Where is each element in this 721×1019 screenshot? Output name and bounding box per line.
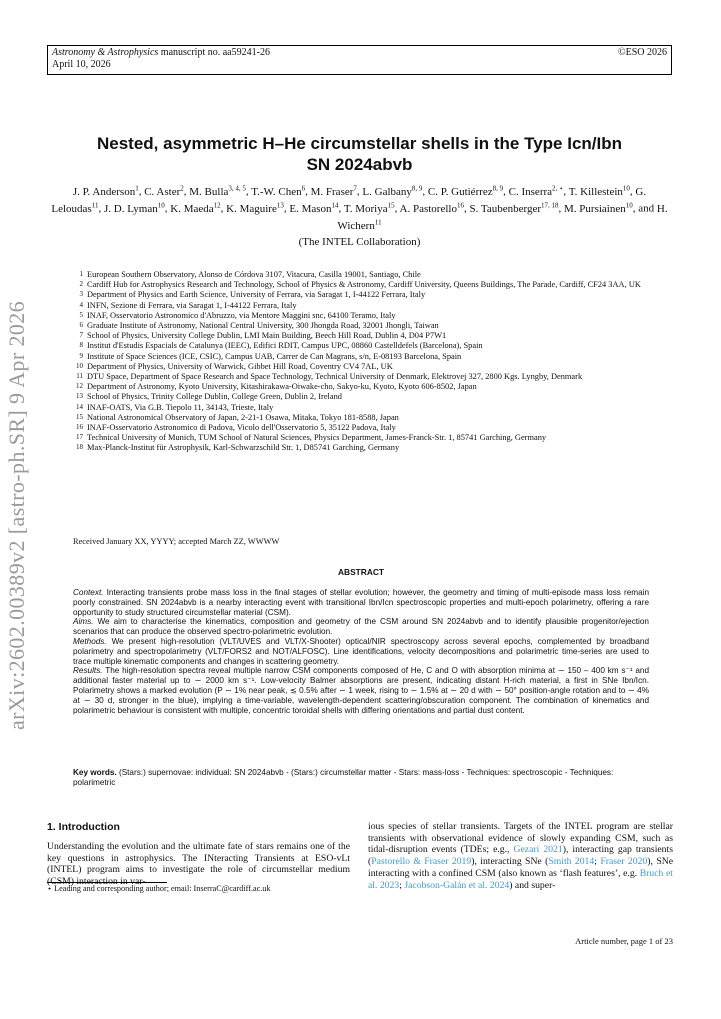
affiliation-number: 18 (76, 443, 83, 452)
affiliation-number: 10 (76, 361, 83, 370)
affiliation-number: 1 (79, 270, 83, 278)
affiliation-number: 4 (79, 300, 83, 309)
author (251, 186, 305, 198)
arxiv-stamp: arXiv:2602.00389v2 [astro-ph.SR] 9 Apr 2026 (4, 300, 29, 730)
citation-link[interactable]: Smith 2014 (548, 856, 595, 868)
received-line: Received January XX, YYYY; accepted March ZZ, WWWW (73, 537, 280, 546)
intro-text-part: ) and super- (509, 879, 556, 891)
author-affiliation-marker: 7 (353, 184, 357, 192)
author-affiliation-marker: 6 (301, 184, 306, 192)
affiliation-text: DTU Space, Department of Space Research and Space Technology, Technical University of Denmark, Elektrovej 327, 2800 Kgs. Lyngby, Denmark (87, 372, 583, 382)
context-text: Interacting transients probe mass loss in the final stages of stellar evolution; however, the geometry and timing of multi-episode mass loss remain poorly constrained. SN 2024abvb is a nearby interacting event with transitional Ibn/Icn spectroscopic properties and multi-epoch polarimetry, offering a rare opportunity to study structured circumstellar material (CSM). (73, 588, 649, 617)
author-name: S. Taubenberger (469, 202, 542, 215)
author-affiliation-marker: 12 (213, 201, 221, 210)
affiliation-item (73, 372, 655, 382)
affiliation-number: 11 (76, 372, 83, 381)
author-name: T. Moriya (343, 202, 388, 215)
affiliation-number: 8 (79, 341, 83, 350)
abstract (73, 588, 649, 715)
methods-label: Methods. (73, 636, 107, 646)
author-name: M. Fraser (310, 185, 354, 198)
journal-name: Astronomy & Astrophysics (52, 47, 159, 58)
intro-text-part: ), interacting SNe ( (471, 856, 549, 868)
paper-title (47, 133, 672, 175)
affiliation-item (73, 270, 655, 280)
affiliation-number: 14 (76, 402, 83, 411)
citation-link[interactable]: Gezari 2021 (513, 844, 563, 856)
affiliation-number: 15 (76, 412, 83, 421)
aims-text: We aim to characterise the kinematics, composition and geometry of the CSM around SN 2024abvb and to identify plausible progenitor/ejection scenarios that can produce the observed spectro-polarimetric evolution. (73, 617, 649, 637)
affiliation-item (73, 290, 655, 300)
author-name: E. Mason (289, 202, 332, 215)
author-name: M. Bulla (189, 185, 229, 198)
manuscript-line (52, 47, 667, 59)
page-number: Article number, page 1 of 23 (575, 936, 673, 946)
author-affiliation-marker: 10 (157, 201, 165, 210)
author-name: A. Pastorello (399, 202, 457, 215)
title-line-1: Nested, asymmetric H–He circumstellar shells in the Type Icn/Ibn (97, 134, 622, 153)
affiliation-text: Cardiff Hub for Astrophysics Research and Technology, School of Physics & Astronomy, Cardiff University, Queens Buildings, The Parade, Cardiff, CF24 3AA, UK (87, 280, 641, 290)
methods-text: We present high-resolution (VLT/UVES and VLT/X-Shooter) optical/NIR spectroscopy across several epochs, complemented by broadband polarimetry and spectropolarimetry (VLT/FORS2 and NOT/ALFOSC). Line identifications, velocity decompositions and polarimetric time-series are used to trace multiple kinematic components and changes in scattering geometry. (73, 636, 650, 666)
author-affiliation-marker: 10 (625, 201, 633, 210)
author-name: K. Maguire (226, 202, 277, 215)
affiliation-text: Technical University of Munich, TUM School of Natural Sciences, Physics Department, James-Franck-Str. 1, 85741 Garching, Germany (87, 433, 547, 443)
affiliation-item (73, 280, 655, 290)
citation-link[interactable]: Bruch et al. 2023 (368, 867, 674, 891)
affiliation-item (73, 423, 655, 433)
affiliation-list (73, 270, 655, 454)
abstract-aims (73, 617, 649, 637)
author-name: C. Aster (144, 185, 181, 198)
affiliation-item (73, 352, 655, 362)
affiliation-item (73, 413, 655, 423)
affiliation-text: School of Physics, Trinity College Dublin, College Green, Dublin 2, Ireland (87, 392, 342, 402)
affiliation-text: INAF, Osservatorio Astronomico d'Abruzzo, via Mentore Maggini snc, 64100 Teramo, Italy (87, 310, 396, 320)
affiliation-text: INFN, Sezione di Ferrara, via Saragat 1, I-44122 Ferrara, Italy (87, 300, 297, 310)
affiliation-number: 17 (76, 433, 83, 442)
affiliation-number: 16 (76, 423, 83, 432)
affiliation-text: National Astronomical Observatory of Japan, 2-21-1 Osawa, Mitaka, Tokyo 181-8588, Japan (87, 412, 399, 422)
manuscript-date: April 10, 2026 (52, 59, 111, 70)
copyright: ©ESO 2026 (618, 47, 667, 58)
author-affiliation-marker: 17, 18 (541, 201, 559, 210)
author (73, 186, 139, 198)
author-affiliation-marker: 15 (387, 201, 395, 210)
author-affiliation-marker: 16 (456, 201, 464, 210)
affiliation-number: 9 (79, 351, 83, 360)
affiliation-number: 3 (79, 290, 83, 299)
author-affiliation-marker: 2, ⋆ (552, 184, 564, 192)
keywords-text: (Stars:) supernovae: individual: SN 2024abvb - (Stars:) circumstellar matter - Stars: mass-loss - Techniques: spectroscopic - Techniques: polarimetric (73, 768, 614, 787)
abstract-results (73, 666, 649, 715)
affiliation-number: 13 (76, 392, 83, 401)
intro-right-text (368, 821, 673, 891)
affiliation-item (73, 403, 655, 413)
affiliation-text: Institut d'Estudis Espacials de Catalunya (IEEC), Edifici RDIT, Campus UPC, 08860 Castelldefels (Barcelona), Spain (87, 341, 483, 351)
author-affiliation-marker: 2 (180, 184, 184, 192)
author-affiliation-marker: 8, 9 (411, 184, 423, 192)
affiliation-text: INAF-OATS, Via G.B. Tiepolo 11, 34143, Trieste, Italy (87, 402, 274, 412)
affiliation-number: 5 (79, 310, 83, 319)
author (362, 186, 422, 198)
author (344, 203, 395, 215)
affiliation-text: European Southern Observatory, Alonso de Córdova 3107, Vitacura, Casilla 19001, Santiago, Chile (87, 270, 421, 279)
intro-right-column (368, 821, 673, 891)
affiliation-text: Institute of Space Sciences (ICE, CSIC), Campus UAB, Carrer de Can Magrans, s/n, E-08193 Barcelona, Spain (87, 351, 462, 361)
affiliation-item (73, 443, 655, 453)
affiliation-text: School of Physics, University College Dublin, LMI Main Building, Beech Hill Road, Dublin 4, D04 P7W1 (87, 331, 447, 341)
intro-left-text: Understanding the evolution and the ultimate fate of stars remains one of the key questions in astrophysics. The INteracting Transients at ESO-vLt (INTEL) program aims to investigate the role of circumstellar medium (CSM) interaction in var- (47, 841, 350, 887)
affiliation-item (73, 331, 655, 341)
author-name: T.-W. Chen (251, 185, 302, 198)
author (189, 186, 246, 198)
citation-link[interactable]: Fraser 2020 (600, 856, 648, 868)
context-label: Context. (73, 588, 104, 597)
keywords-label: Key words. (73, 768, 117, 777)
abstract-methods (73, 637, 649, 666)
author-affiliation-marker: 8, 9 (492, 184, 504, 192)
footnote-divider (47, 882, 167, 883)
intro-text-part: ), interacting gap transients ( (368, 844, 673, 868)
author (170, 203, 220, 215)
author-list: J. P. Anderson$^1$, C. Aster$^2$, M. Bulla$^{3, 4, 5}$, T.-W. Chen$^6$, M. Fraser$^7$, L. Galbany$^{8, 9}$, C. P. Gutiérrez$^{8, 9}$, C. Inserra$^{2, ⋆}$, T. Killestein$^{10}$, G. Leloudas$^{11}$, J. D. Lyman$^{10}$, K. Maeda$^{12}$, K. Maguire$^{13}$, E. Mason$^{14}$, T. Moriya$^{15}$, A. Pastorello$^{16}$, S. Taubenberger$^{17, 18}$, M. Pursiainen$^{10}$, and H. Wichern$^{11}$ (51, 184, 668, 232)
author-affiliation-marker: 1 (135, 184, 139, 192)
results-label: Results. (73, 666, 103, 676)
affiliation-item (73, 433, 655, 443)
affiliation-text: Department of Physics and Earth Science, University of Ferrara, via Saragat 1, I-44122 Ferrara, Italy (87, 290, 426, 300)
author (469, 203, 558, 215)
author (289, 203, 338, 215)
author (569, 186, 630, 198)
author (104, 203, 165, 215)
affiliation-text: INAF-Osservatorio Astronomico di Padova, Vicolo dell'Osservatorio 5, 35122 Padova, Italy (87, 423, 396, 433)
section-heading: 1. Introduction (47, 821, 120, 833)
abstract-heading: ABSTRACT (337, 567, 385, 577)
manuscript-number: manuscript no. aa59241-26 (160, 47, 270, 58)
author-name: J. D. Lyman (103, 202, 158, 215)
author-name: C. P. Gutiérrez (427, 185, 493, 198)
affiliation-item (73, 341, 655, 351)
collaboration: (The INTEL Collaboration) (298, 236, 421, 248)
affiliation-item (73, 362, 655, 372)
affiliation-item (73, 301, 655, 311)
affiliation-number: 6 (79, 321, 83, 330)
author (226, 203, 284, 215)
footnote: ⋆ Leading and corresponding author; email: InserraC@cardiff.ac.uk (47, 884, 271, 893)
title-line-2: SN 2024abvb (306, 155, 413, 174)
author-affiliation-marker: 10 (622, 184, 630, 192)
affiliation-number: 12 (76, 382, 83, 391)
author-affiliation-marker: 11 (91, 201, 99, 210)
author-name: H. Wichern (337, 202, 668, 232)
affiliation-text: Department of Physics, University of Warwick, Gibbet Hill Road, Coventry CV4 7AL, UK (87, 361, 393, 371)
results-text: The high-resolution spectra reveal multiple narrow CSM components composed of He, C and O with absorption minima at ∼ 150 – 400 km s⁻¹ and additional faster material up to ∼ 2000 km s⁻¹. Low-velocity Balmer absorptions are present, indicating distant H-rich material, a first in SNe Ibn/Icn. Polarimetry shows a marked evolution (P ∼ 1% near peak, ≲ 0.5% after ∼ 1 week, rising to ∼ 1.5% at ∼ 20 d with ∼ 50° position-angle rotation and to ∼ 4% at ∼ 30 d, stronger in the blue), implying a time-variable, wavelength-dependent scattering/obscuration component. The combination of kinematics and polarimetric behaviour is consistent with multiple, concentric toroidal shells with differing orientations and partial dust content. (73, 666, 649, 715)
author (400, 203, 464, 215)
author (509, 186, 564, 198)
author-name: M. Pursiainen (564, 202, 626, 215)
author-name: J. P. Anderson (72, 185, 136, 198)
author-affiliation-marker: 14 (331, 201, 339, 210)
manuscript-header (47, 45, 672, 75)
citation-separator: ; (399, 879, 405, 891)
affiliation-item (73, 321, 655, 331)
affiliation-number: 2 (79, 280, 83, 289)
abstract-context (73, 588, 649, 617)
citation-link[interactable]: Jacobson-Galán et al. 2024 (404, 879, 510, 891)
author (144, 186, 184, 198)
citation-link[interactable]: Pastorello & Fraser 2019 (371, 856, 472, 868)
intro-text-part: ), SNe interacting with a confined CSM (also known as ‘flash features’, e.g. (368, 856, 674, 879)
author (311, 186, 357, 198)
author-affiliation-marker: 11 (374, 218, 382, 227)
affiliation-text: Graduate Institute of Astronomy, National Central University, 300 Jhongda Road, 32001 Jhongli, Taiwan (87, 321, 439, 331)
author-affiliation-marker: 3, 4, 5 (228, 184, 246, 192)
keywords (73, 768, 649, 788)
intro-left-column (47, 841, 350, 887)
affiliation-text: Department of Astronomy, Kyoto University, Kitashirakawa-Oiwake-cho, Sakyo-ku, Kyoto, Kyoto 606-8502, Japan (87, 382, 477, 392)
author-name: G. Leloudas (51, 185, 647, 215)
affiliation-number: 7 (79, 331, 83, 340)
affiliation-item (73, 382, 655, 392)
affiliation-item (73, 311, 655, 321)
author-name: C. Inserra (508, 185, 553, 198)
author (564, 203, 633, 215)
aims-label: Aims. (73, 617, 94, 627)
author-name: K. Maeda (170, 202, 214, 215)
citation-separator: ; (594, 856, 601, 868)
author-name: L. Galbany (362, 185, 412, 198)
affiliation-item (73, 392, 655, 402)
author (428, 186, 503, 198)
intro-text-part: ious species of stellar transients. Targets of the INTEL program are stellar transients with observational evidence of slowly expanding CSM, such as tidal-disruption events (TDEs; e.g., (368, 821, 673, 856)
author-name: T. Killestein (568, 185, 623, 198)
author-affiliation-marker: 13 (276, 201, 284, 210)
affiliation-text: Max-Planck-Institut für Astrophysik, Karl-Schwarzschild Str. 1, D85741 Garching, Germany (87, 443, 400, 453)
